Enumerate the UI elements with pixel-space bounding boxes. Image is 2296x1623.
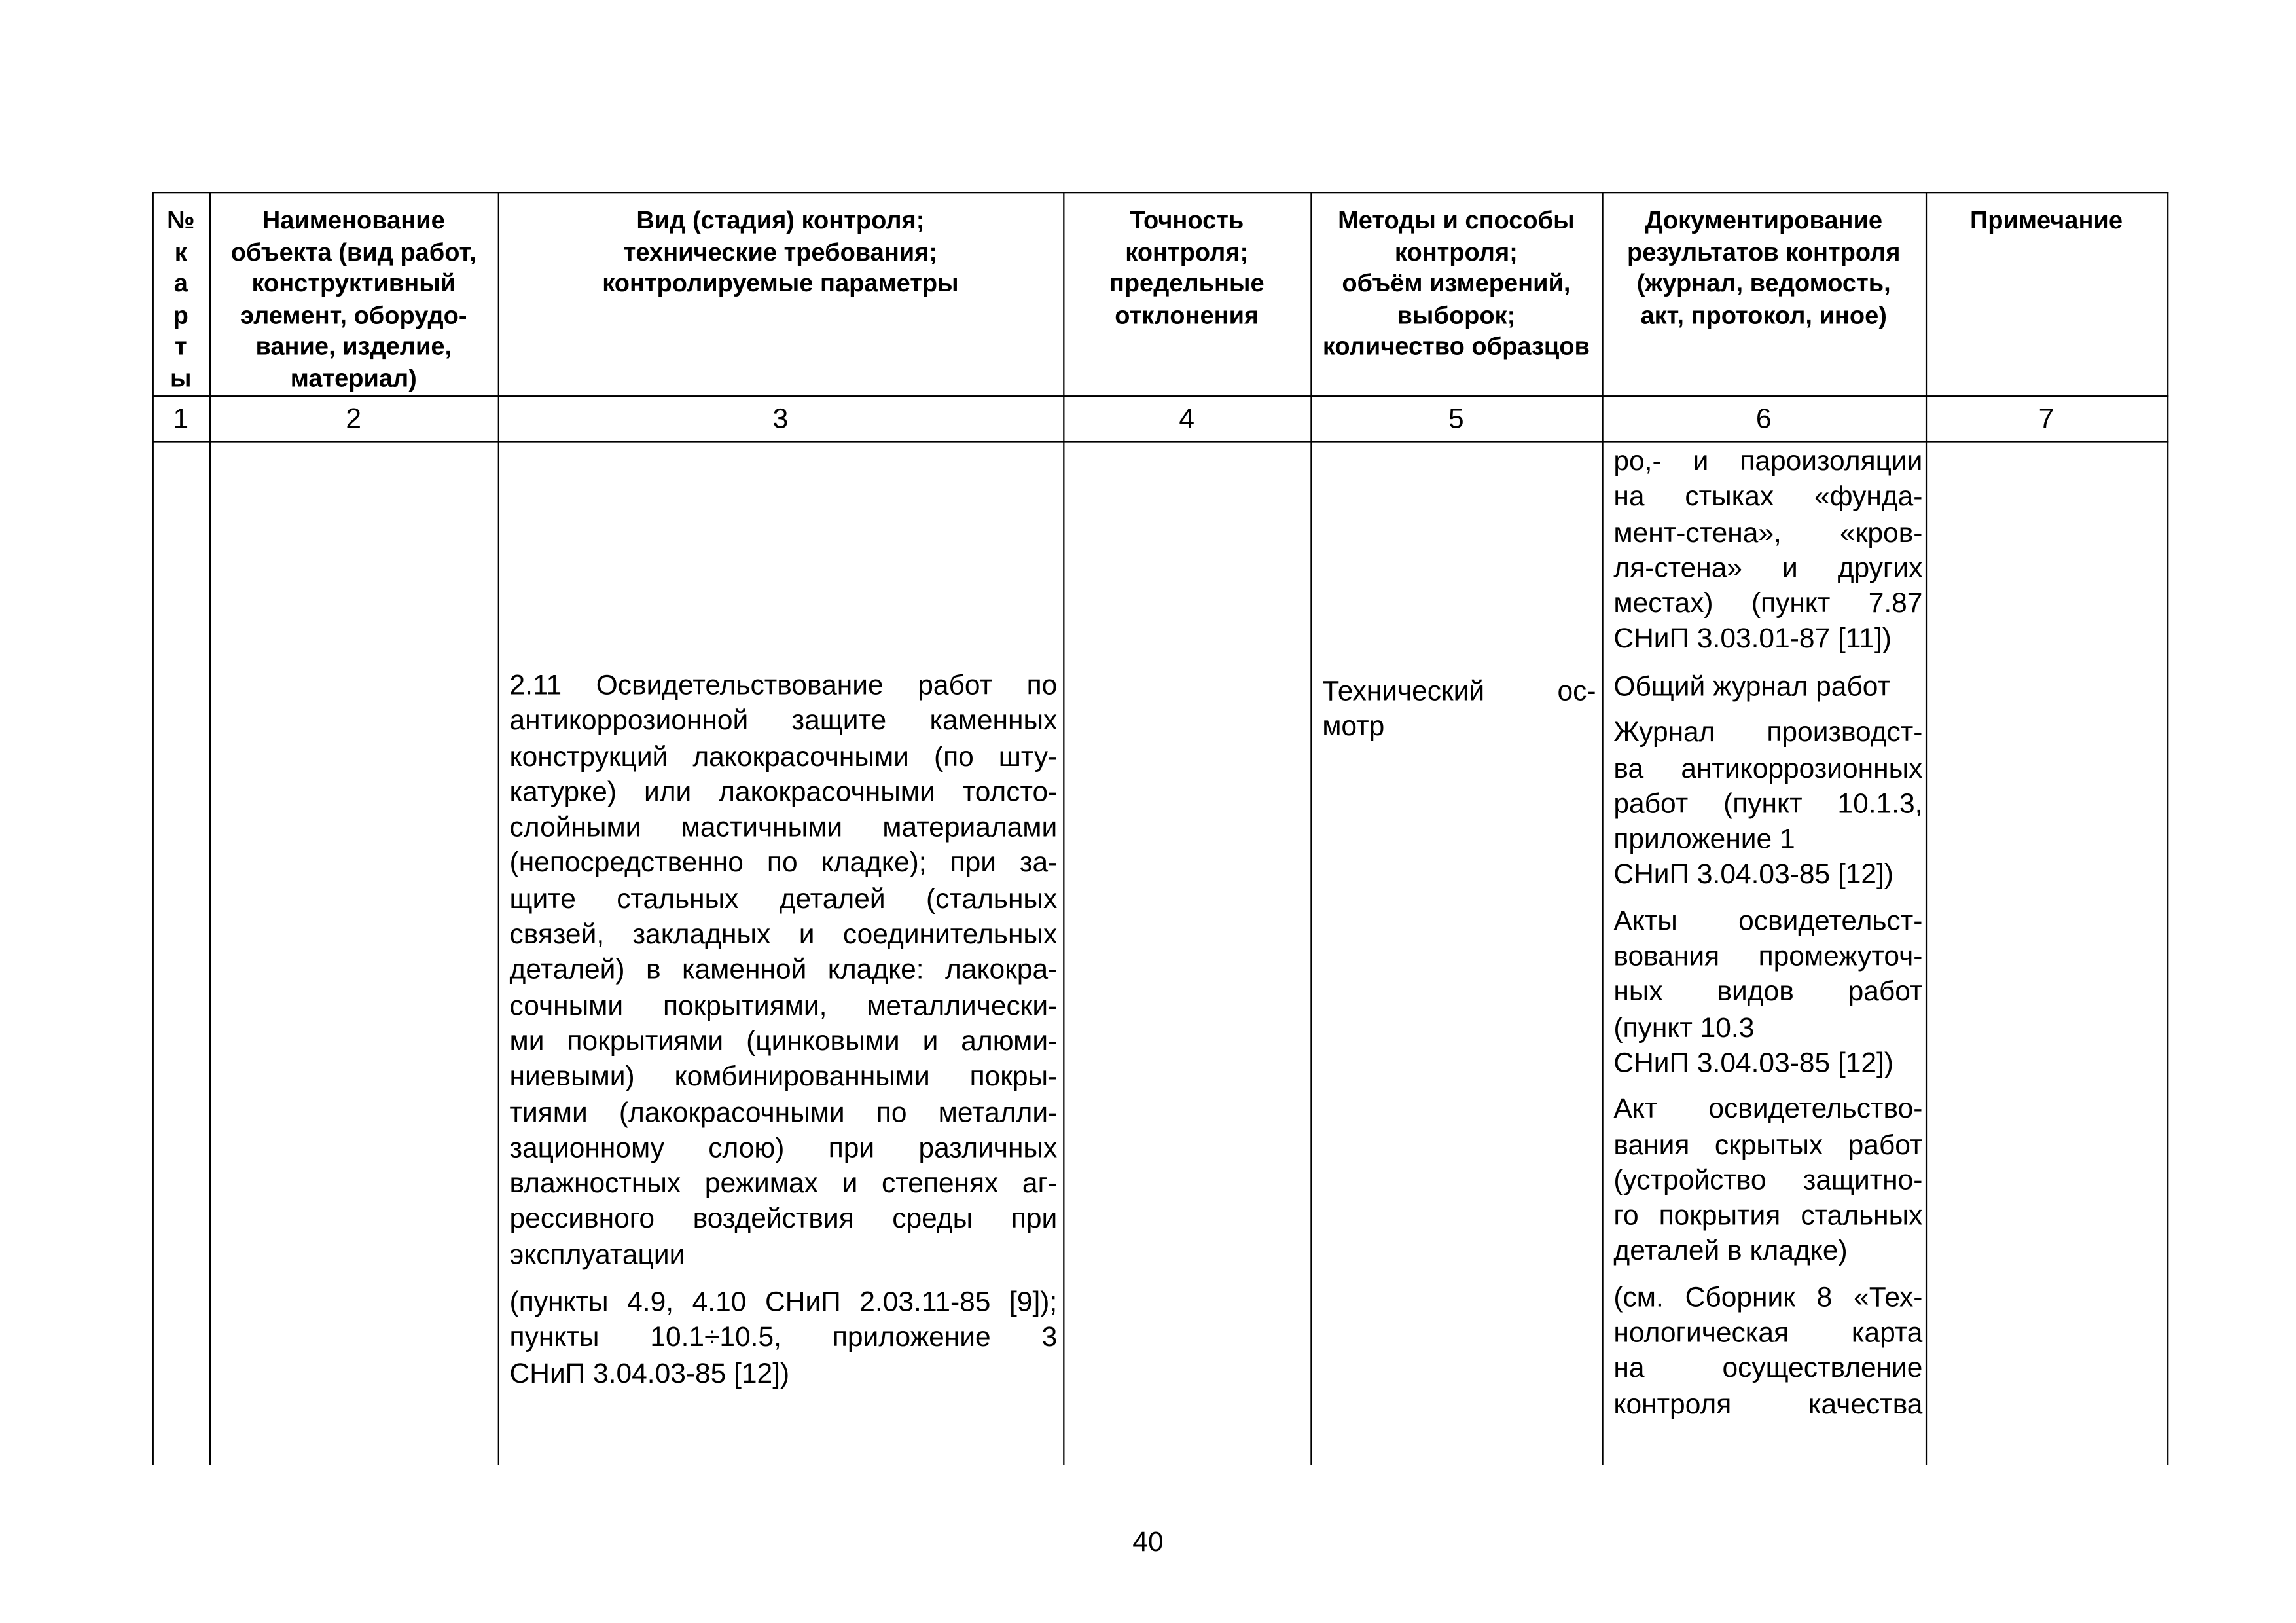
column-number-4: 4 [1179, 404, 1195, 435]
header-col2-line: конструктивный [251, 269, 456, 298]
text-line: катурке) или лакокрасочными толсто- [509, 777, 1058, 809]
header-col-accuracy [1063, 205, 1310, 331]
method-2-11 [1322, 675, 1596, 746]
text-line: СНиП 3.03.01-87 [11]) [1613, 625, 1892, 656]
table-border-top [152, 192, 2169, 193]
column-divider-4 [1310, 192, 1312, 1465]
header-col2-line: объекта (вид работ, [230, 238, 476, 266]
text-line: мент-стена», «кров- [1613, 518, 1923, 549]
text-line: местах) (пункт 7.87 [1613, 589, 1923, 620]
text-line: го покрытия стальных [1613, 1201, 1923, 1232]
header-col4-line: предельные [1109, 269, 1265, 298]
text-line: Общий журнал работ [1613, 672, 1890, 703]
column-number-6: 6 [1755, 404, 1772, 435]
header-col6-line: (журнал, ведомость, [1636, 269, 1891, 298]
header-col3-line: технические требования; [623, 238, 938, 266]
text-line: (пункт 10.3 [1613, 1013, 1755, 1044]
continuation-documents [1613, 445, 1922, 659]
text-line: вования промежуточ- [1613, 941, 1923, 973]
header-col2-line: материал) [290, 363, 417, 392]
header-col4-line: контроля; [1125, 238, 1249, 266]
text-line: Технический ос- [1322, 676, 1596, 708]
header-col5-line: выборок; [1397, 301, 1516, 329]
text-line: эксплуатации [509, 1240, 685, 1271]
column-number-5: 5 [1448, 404, 1464, 435]
text-line: тиями (лакокрасочными по металли- [509, 1097, 1058, 1129]
text-line: ных видов работ [1613, 977, 1923, 1009]
header-col5-line: объём измерений, [1342, 269, 1571, 298]
header-col6-line: акт, протокол, иное) [1640, 301, 1887, 329]
column-divider-3 [1063, 192, 1064, 1465]
number-row-bottom-line [152, 441, 2169, 442]
column-divider-6 [1926, 192, 1927, 1465]
text-line: Акт освидетельство- [1613, 1094, 1923, 1125]
text-line: СНиП 3.04.03-85 [12]) [1613, 1048, 1894, 1080]
header-col-note [1926, 205, 2167, 236]
text-line: ми покрытиями (цинковыми и алюми- [509, 1027, 1058, 1058]
text-line: 2.11 Освидетельствование работ по [509, 670, 1058, 702]
text-line: слойными мастичными материалами [509, 813, 1058, 845]
column-divider-2 [498, 192, 499, 1465]
text-line: (пункты 4.9, 4.10 СНиП 2.03.11-85 [9]); [509, 1287, 1058, 1319]
header-col4-line: Точность [1130, 206, 1244, 234]
header-col1-line: к [174, 238, 187, 266]
text-line: контроля качества [1613, 1389, 1923, 1421]
text-line: нологическая карта [1613, 1318, 1923, 1349]
text-line: сочными покрытиями, металлически- [509, 991, 1058, 1022]
text-line: ро,- и пароизоляции [1613, 447, 1923, 478]
column-number-7: 7 [2038, 404, 2054, 435]
header-col1-line: т [174, 332, 187, 361]
text-line: зационному слою) при различных [509, 1133, 1058, 1165]
text-line: связей, закладных и соединительных [509, 920, 1058, 951]
header-col-number [152, 205, 209, 394]
text-line: конструкций лакокрасочными (по шту- [509, 742, 1058, 773]
header-col-methods [1310, 205, 1602, 362]
header-bottom-line [152, 395, 2169, 397]
header-col-object [209, 205, 498, 394]
text-line: (устройство защитно- [1613, 1165, 1923, 1197]
header-col1-line: р [173, 301, 188, 329]
header-col-control-type [498, 205, 1064, 299]
header-col2-line: вание, изделие, [255, 332, 452, 361]
documents-2-11 [1613, 671, 1922, 1462]
header-col6-line: Документирование [1645, 206, 1883, 234]
text-line: ля-стена» и других [1613, 553, 1923, 585]
text-line: рессивного воздействия среды при [509, 1204, 1058, 1235]
text-line: на стыках «фунда- [1613, 482, 1923, 513]
column-number-1: 1 [173, 404, 189, 435]
text-line: деталей) в каменной кладке: лакокра- [509, 955, 1058, 987]
header-col3-line: контролируемые параметры [602, 269, 959, 298]
text-line: пункты 10.1÷10.5, приложение 3 [509, 1322, 1058, 1354]
text-line: работ (пункт 10.1.3, [1613, 789, 1923, 820]
column-number-2: 2 [346, 404, 362, 435]
text-line: мотр [1322, 712, 1385, 743]
header-col7-line: Примечание [1969, 206, 2123, 234]
text-line: СНиП 3.04.03-85 [12]) [1613, 860, 1894, 892]
page-number: 40 [1132, 1527, 1164, 1559]
header-col1-line: а [173, 269, 188, 298]
header-col1-line: № [167, 206, 195, 234]
text-line: (см. Сборник 8 «Тех- [1613, 1283, 1923, 1314]
column-number-3: 3 [772, 404, 789, 435]
header-col-documentation [1602, 205, 1925, 331]
text-line: ва антикоррозионных [1613, 754, 1923, 785]
text-line: антикоррозионной защите каменных [509, 706, 1058, 737]
text-line: влажностных режимах и степенях аг- [509, 1169, 1058, 1200]
column-divider-5 [1602, 192, 1603, 1465]
text-line: СНиП 3.04.03-85 [12]) [509, 1359, 790, 1390]
header-col6-line: результатов контроля [1626, 238, 1901, 266]
header-col2-line: Наименование [262, 206, 445, 234]
text-line: вания скрытых работ [1613, 1130, 1923, 1161]
text-line: щите стальных деталей (стальных [509, 884, 1058, 915]
header-col3-line: Вид (стадия) контроля; [636, 206, 925, 234]
header-col5-line: Методы и способы [1338, 206, 1575, 234]
text-line: ниевыми) комбинированными покры- [509, 1062, 1058, 1093]
text-line: деталей в кладке) [1613, 1237, 1848, 1268]
header-col1-line: ы [170, 363, 192, 392]
text-line: Акты освидетельст- [1613, 906, 1923, 938]
header-col5-line: количество образцов [1322, 332, 1590, 361]
header-col5-line: контроля; [1394, 238, 1518, 266]
requirements-2-11 [510, 669, 1058, 1393]
text-line: приложение 1 [1613, 824, 1795, 856]
header-col2-line: элемент, оборудо- [240, 301, 467, 329]
text-line: на осуществление [1613, 1353, 1923, 1385]
table-border-right [2167, 192, 2168, 1465]
header-col4-line: отклонения [1115, 301, 1259, 329]
text-line: Журнал производст- [1613, 718, 1923, 749]
text-line: (непосредственно по кладке); при за- [509, 848, 1058, 880]
